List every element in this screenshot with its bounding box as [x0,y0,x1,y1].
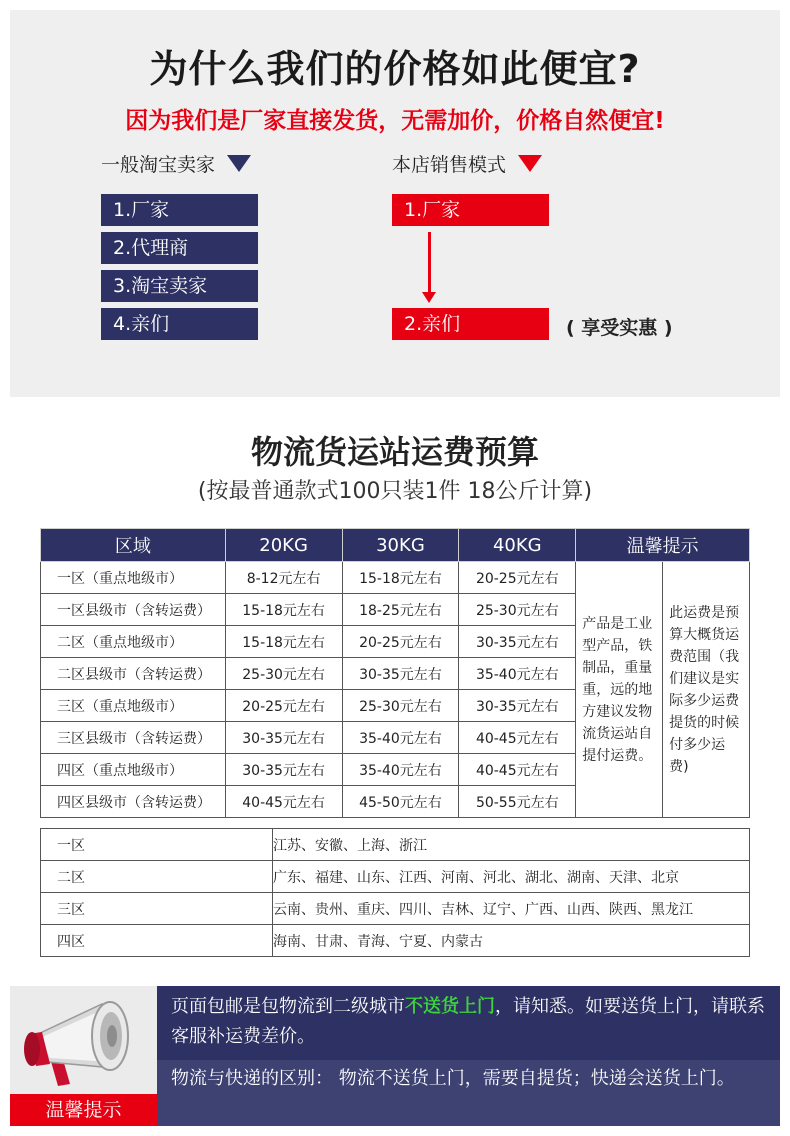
zone-provinces-cell: 云南、贵州、重庆、四川、吉林、辽宁、广西、山西、陕西、黑龙江 [273,893,750,925]
notice-banner [10,986,780,1126]
price-reason-section [10,10,780,397]
notice-logistics-note: 物流与快递的区别： 物流不送货上门，需要自提货；快递会送货上门。 [157,1060,780,1126]
region-cell: 四区（重点地级市） [41,754,226,786]
region-cell: 一区县级市（含转运费） [41,594,226,626]
notice-icon-area [10,986,157,1126]
freight-table-header [41,529,750,562]
table-row [41,925,750,957]
arrow-head-icon [422,292,436,303]
price-cell: 35-40元左右 [342,722,459,754]
megaphone-icon [10,986,157,1094]
region-cell: 三区县级市（含转运费） [41,722,226,754]
price-cell: 25-30元左右 [342,690,459,722]
price-cell: 18-25元左右 [342,594,459,626]
tip-fee-note: 此运费是预算大概货运费范围（我们建议是实际多少运费提货的时候付多少运费) [663,562,750,818]
price-cell: 25-30元左右 [225,658,342,690]
price-cell: 30-35元左右 [342,658,459,690]
freight-subtitle: (按最普通款式100只装1件 18公斤计算) [197,479,593,504]
normal-step-customer: 4.亲们 [101,308,258,340]
notice-label: 温馨提示 [10,1094,157,1126]
arrow-down-icon [428,232,431,294]
triangle-down-icon [518,155,542,172]
table-row [41,893,750,925]
zone-provinces-cell: 江苏、安徽、上海、浙江 [273,829,750,861]
notice-text-b: ，请知悉。如要送货上门，请联系客服补运费差价。 [171,996,765,1047]
price-cell: 35-40元左右 [459,658,576,690]
zone-cell: 二区 [41,861,273,893]
price-cell: 30-35元左右 [225,754,342,786]
price-cell: 20-25元左右 [225,690,342,722]
price-cell: 45-50元左右 [342,786,459,818]
table-row [41,861,750,893]
region-cell: 二区（重点地级市） [41,626,226,658]
price-cell: 35-40元左右 [342,754,459,786]
price-reason-title: 为什么我们的价格如此便宜? [149,47,641,91]
price-reason-subtitle: 因为我们是厂家直接发货，无需加价，价格自然便宜! [125,108,665,134]
enjoy-benefit-label: ( 享受实惠 ) [566,317,673,339]
price-cell: 20-25元左右 [459,562,576,594]
region-cell: 四区县级市（含转运费） [41,786,226,818]
price-cell: 40-45元左右 [459,754,576,786]
price-cell: 40-45元左右 [459,722,576,754]
region-cell: 三区（重点地级市） [41,690,226,722]
price-cell: 25-30元左右 [459,594,576,626]
header-40kg: 40KG [459,529,576,562]
normal-seller-heading-label: 一般淘宝卖家 [101,154,216,176]
zone-table [40,828,750,957]
price-cell: 30-35元左右 [225,722,342,754]
price-cell: 15-18元左右 [225,594,342,626]
normal-step-seller: 3.淘宝卖家 [101,270,258,302]
notice-shipping-note [157,986,780,1060]
header-20kg: 20KG [225,529,342,562]
zone-cell: 三区 [41,893,273,925]
freight-table [40,528,750,818]
price-cell: 40-45元左右 [225,786,342,818]
store-step-customer: 2.亲们 [392,308,549,340]
header-30kg: 30KG [342,529,459,562]
zone-cell: 四区 [41,925,273,957]
notice-highlight: 不送货上门 [405,996,495,1017]
price-cell: 30-35元左右 [459,626,576,658]
zone-provinces-cell: 海南、甘肃、青海、宁夏、内蒙古 [273,925,750,957]
zone-cell: 一区 [41,829,273,861]
region-cell: 一区（重点地级市） [41,562,226,594]
notice-text-a: 页面包邮是包物流到二级城市 [171,996,405,1017]
region-cell: 二区县级市（含转运费） [41,658,226,690]
price-cell: 30-35元左右 [459,690,576,722]
header-tips: 温馨提示 [576,529,750,562]
price-cell: 15-18元左右 [225,626,342,658]
table-row [41,829,750,861]
price-cell: 8-12元左右 [225,562,342,594]
freight-title: 物流货运站运费预算 [250,433,539,471]
normal-seller-heading [101,150,251,177]
normal-step-factory: 1.厂家 [101,194,258,226]
tip-product-note: 产品是工业型产品，铁制品，重量重，远的地方建议发物流货运站自提付运费。 [576,562,663,818]
store-mode-heading [392,150,542,177]
table-row [41,562,750,594]
price-cell: 50-55元左右 [459,786,576,818]
header-region: 区域 [41,529,226,562]
store-mode-heading-label: 本店销售模式 [392,154,507,176]
triangle-down-icon [227,155,251,172]
price-cell: 20-25元左右 [342,626,459,658]
store-step-factory: 1.厂家 [392,194,549,226]
zone-provinces-cell: 广东、福建、山东、江西、河南、河北、湖北、湖南、天津、北京 [273,861,750,893]
normal-step-agent: 2.代理商 [101,232,258,264]
price-cell: 15-18元左右 [342,562,459,594]
